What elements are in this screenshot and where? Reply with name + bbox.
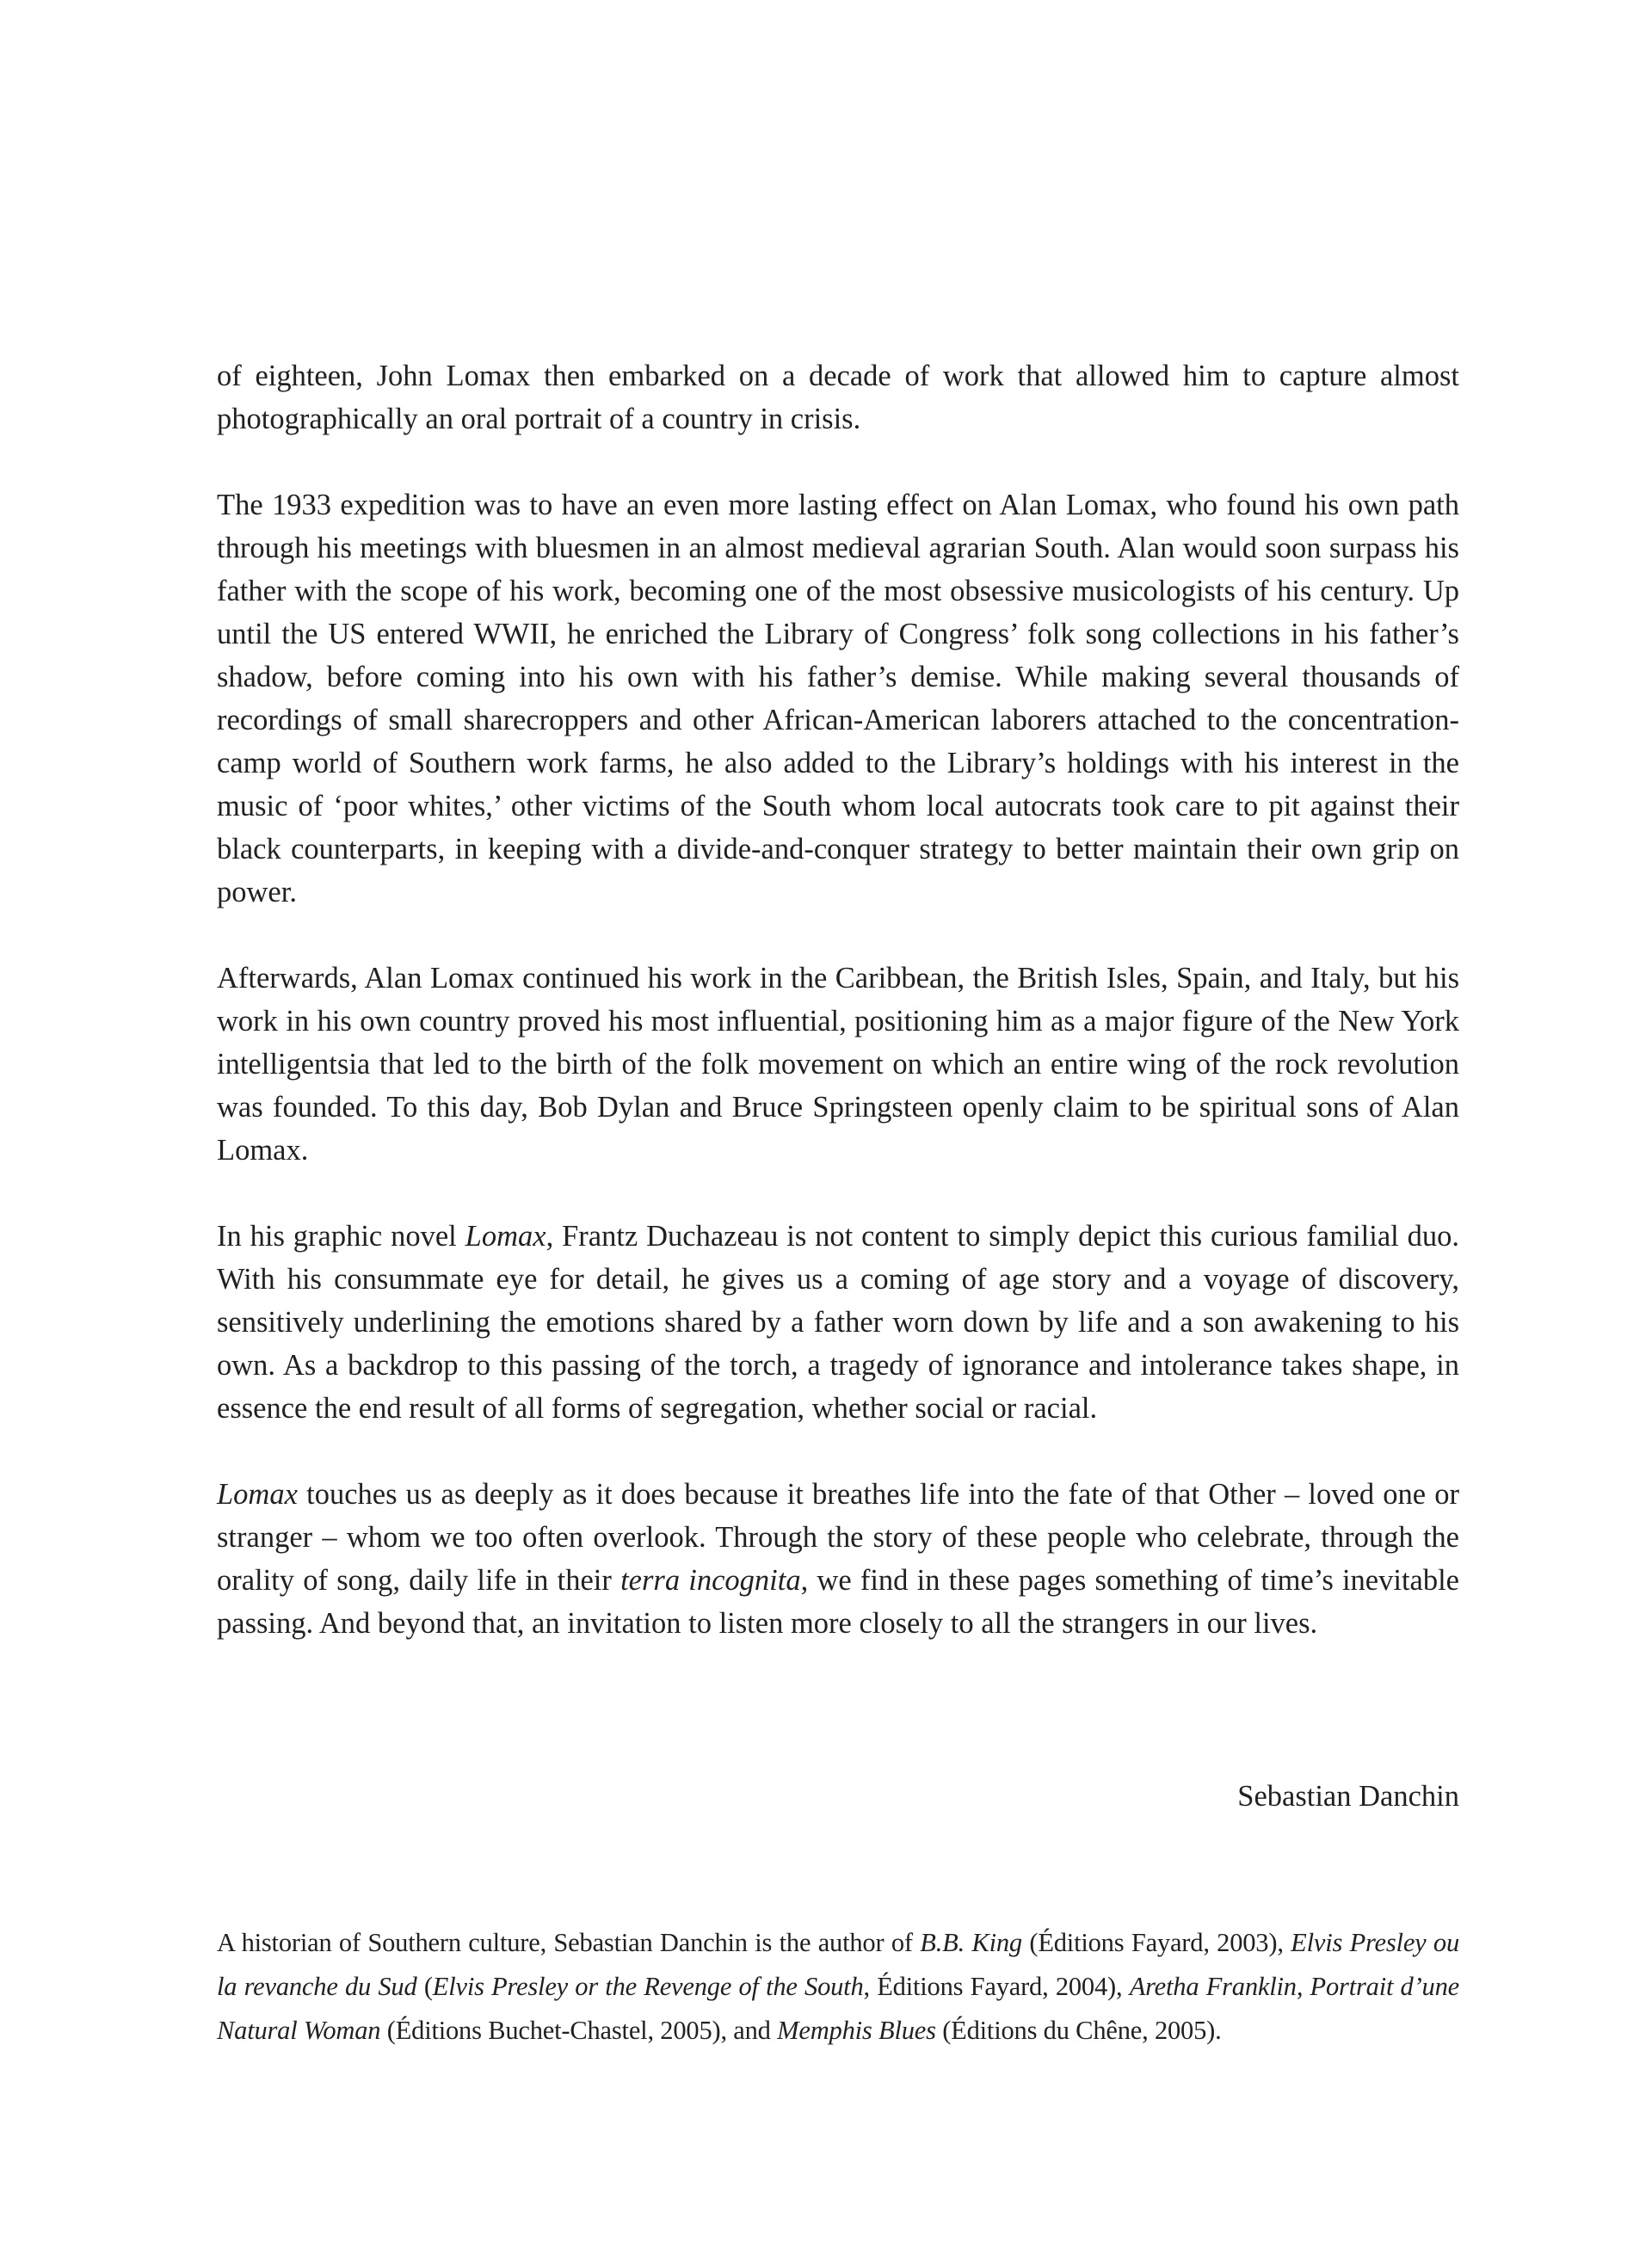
paragraph-1 (217, 354, 1459, 440)
book-title: B.B. King (920, 1927, 1022, 1957)
italic-phrase: terra incognita (620, 1564, 801, 1597)
paragraph-text: , Frantz Duchazeau is not content to simply depict this curious familial duo. With his consummate eye for detail, he gives us a coming of age story and a voyage of discovery, sensitively underlining the emotions shared by a father worn down by life and a son awakening to his own. As a backdrop to this passing of the torch, a tragedy of ignorance and intolerance takes shape, in essence the end result of all forms of segregation, whether social or racial. (217, 1220, 1459, 1425)
paragraph-text: of eighteen, John Lomax then embarked on a decade of work that allowed him to capture almost photographically an oral portrait of a country in crisis. (217, 360, 1459, 435)
bio-text: (Éditions Buchet-Chastel, 2005), and (380, 2015, 778, 2045)
book-title: Aretha Franklin, Portrait d’une Natural Woman (217, 1971, 1459, 2045)
book-title: Elvis Presley or the Revenge of the South (432, 1971, 864, 2001)
article-body (217, 354, 1459, 1645)
paragraph-5 (217, 1473, 1459, 1645)
paragraph-text: The 1933 expedition was to have an even more lasting effect on Alan Lomax, who found his own path through his meetings with bluesmen in an almost medieval agrarian South. Alan would soon surpass his father with the scope of his work, becoming one of the most obsessive musicologists of his century. Up until the US entered WWII, he enriched the Library of Congress’ folk song collections in his father’s shadow, before coming into his own with his father’s demise. While making several thousands of recordings of small sharecroppers and other African-American laborers attached to the concentration-camp world of Southern work farms, he also added to the Library’s holdings with his interest in the music of ‘poor whites,’ other victims of the South whom local autocrats took care to pit against their black counterparts, in keeping with a divide-and-conquer strategy to better maintain their own grip on power. (217, 489, 1459, 908)
author-signature: Sebastian Danchin (1237, 1780, 1459, 1813)
book-title: Lomax (217, 1478, 298, 1511)
book-title: Lomax (465, 1220, 546, 1253)
paragraph-text: , we find in these pages something of time’s inevitable passing. And beyond that, an invitation to listen more closely to all the strangers in our lives. (217, 1564, 1459, 1640)
bio-text: A historian of Southern culture, Sebastian Danchin is the author of (217, 1927, 921, 1957)
paragraph-text: In his graphic novel (217, 1220, 465, 1253)
paragraph-text: Afterwards, Alan Lomax continued his work in the Caribbean, the British Isles, Spain, and Italy, but his work in his own country proved his most influential, positioning him as a major figure of the New York intelligentsia that led to the birth of the folk movement on which an entire wing of the rock revolution was founded. To this day, Bob Dylan and Bruce Springsteen openly claim to be spiritual sons of Alan Lomax. (217, 962, 1459, 1167)
bio-text: ( (416, 1971, 433, 2001)
book-title: Memphis Blues (777, 2015, 936, 2045)
paragraph-3 (217, 957, 1459, 1172)
bio-text: , Éditions Fayard, 2004), (863, 1971, 1130, 2001)
paragraph-text: touches us as deeply as it does because it breathes life into the fate of that Other – loved one or stranger – whom we too often overlook. Through the story of these people who celebrate, through the orality of song, daily life in their (217, 1478, 1459, 1597)
book-title: Elvis Presley ou la revanche du Sud (217, 1927, 1460, 2001)
bio-text: (Éditions Fayard, 2003), (1021, 1927, 1291, 1957)
paragraph-4 (217, 1215, 1459, 1430)
bio-text: (Éditions du Chêne, 2005). (935, 2015, 1222, 2045)
author-bio (217, 1921, 1459, 2053)
paragraph-2 (217, 483, 1459, 914)
